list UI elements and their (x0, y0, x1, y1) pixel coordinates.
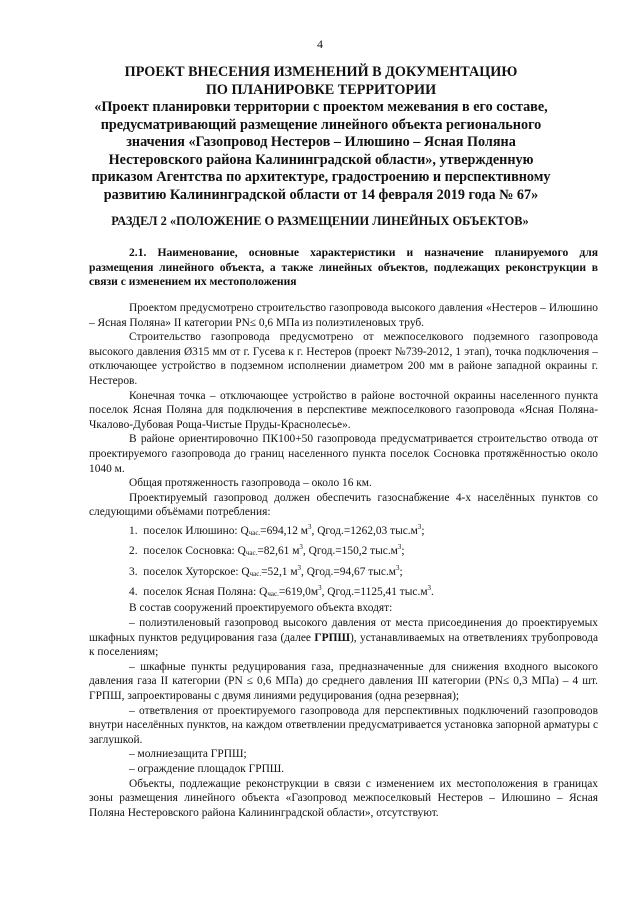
title-line: Нестеровского района Калининградской области», утвержденную (108, 151, 534, 168)
title-line: приказом Агентства по архитектуре, градостроению и перспективному (91, 169, 551, 185)
paragraph: Общая протяженность газопровода – около 16 км. (129, 477, 372, 490)
paragraph: Объекты, подлежащие реконструкции в связи с изменением их местоположения в границах зоны размещения линейного объекта «Газопровод межпоселковый Нестеров – Илюшино – Ясная Поляна Нестеровского района Калининградской области», отсутствуют. (89, 777, 598, 819)
paragraph: Проектируемый газопровод должен обеспечить газоснабжение 4-х населённых пунктов со следующими объёмами потребления: (89, 491, 598, 519)
list-item: 3. поселок Хуторское: $Q_{час.}=52,1$ $м^3$, Qгод.=94,67 $тыс.м^3$; (129, 563, 403, 578)
list-item: 4. поселок Ясная Поляна: $Q_{час.}=619,0м^3$, Qгод.=1125,41 $тыс.м^3$. (129, 584, 434, 598)
paragraph: Конечная точка – отключающее устройство в районе восточной окраины населенного пункта поселок Ясная Поляна для подключения в перспективе межпоселкового газопровода «Ясная Поляна-Чкалово-Дубовая Роща-Чистые Пруды-Краснолесье». (89, 389, 598, 431)
paragraph: Проектом предусмотрено строительство газопровода высокого давления «Нестеров – Илюшино – Ясная Поляна» II категории PN≤ 0,6 МПа из полиэтиленовых труб. (89, 302, 598, 329)
title-line: развитию Калининградской области от 14 февраля 2019 года № 67» (103, 186, 539, 203)
structure-item: – ограждение площадок ГРПШ. (129, 763, 285, 775)
paragraph: В состав сооружений проектируемого объекта входят: (129, 602, 393, 615)
structure-item: – ответвления от проектируемого газопровода для перспективных подключений газопроводов внутри населённых пунктов, на каждом ответвлении предусматривается установка запорной арматуры с заглушкой. (89, 704, 598, 746)
title-line: ПРОЕКТ ВНЕСЕНИЯ ИЗМЕНЕНИЙ В ДОКУМЕНТАЦИЮ (124, 64, 518, 80)
structure-item: – шкафные пункты редуцирования газа, предназначенные для снижения входного высокого давления газа II категории (PN ≤ 0,6 МПа) до среднего давления III категории (PN≤ 0,3 МПа) – 4 шт. ГРПШ, запроектированы с двумя линиями редуцирования (одна резервная); (89, 660, 598, 703)
title-line: ПО ПЛАНИРОВКЕ ТЕРРИТОРИИ (205, 81, 437, 98)
document-title (90, 64, 552, 204)
title-line: предусматривающий размещение линейного объекта регионального (100, 116, 542, 133)
page-number: 4 (317, 37, 323, 51)
structure-item: – молниезащита ГРПШ; (129, 748, 247, 761)
paragraph: В районе ориентировочно ПК100+50 газопровода предусматривается строительство отвода от проектируемого газопровода до границ населенного пункта поселок Сосновка протяжённостью около 1040 м. (89, 433, 598, 475)
section-heading: РАЗДЕЛ 2 «ПОЛОЖЕНИЕ О РАЗМЕЩЕНИИ ЛИНЕЙНЫХ ОБЪЕКТОВ» (111, 214, 529, 228)
title-line: «Проект планировки территории с проектом межевания в его составе, (94, 99, 548, 115)
title-line: значения «Газопровод Нестеров – Илюшино – Ясная Поляна (126, 134, 516, 150)
paragraph: Строительство газопровода предусмотрено от межпоселкового подземного газопровода высокого давления Ø315 мм от г. Гусева к г. Нестеров (проект №739-2012, 1 этап), точка подключения – отключающее устройство в подземном исполнении диаметром 200 мм в районе западной окраины г. Нестеров. (89, 331, 598, 387)
body-text (89, 301, 598, 820)
subsection-heading: 2.1. Наименование, основные характеристики и назначение планируемого для размещения линейного объекта, а также линейных объектов, подлежащих реконструкции в связи с изменением их местоположения (89, 246, 598, 288)
list-item: 1. поселок Илюшино: $Q_{час.}=694,12$ $м^3$, Qгод.=1262,03 $тыс.м^3$; (129, 522, 425, 537)
structure-item: – полиэтиленовый газопровод высокого давления от места присоединения до проектируемых шкафных пунктов редуцирования газа (далее ГРПШ), устанавливаемых на ответвлениях трубопровода к поселениям; (89, 617, 598, 659)
list-item: 2. поселок Сосновка: $Q_{час.}=82,61$ $м^3$, Qгод.=150,2 $тыс.м^3$; (129, 543, 405, 558)
